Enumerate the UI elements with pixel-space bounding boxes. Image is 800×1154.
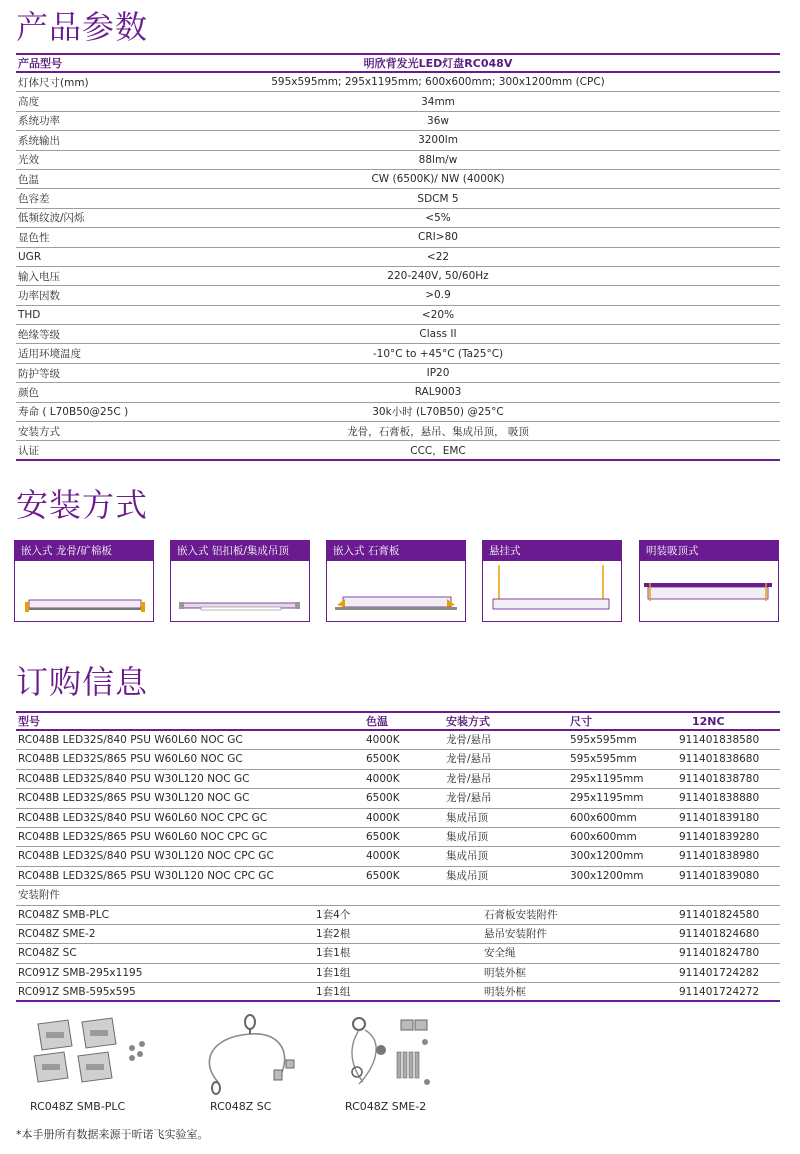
safety-cable-icon	[190, 1012, 330, 1102]
suspended-install-icon	[483, 563, 620, 619]
spec-value: RAL9003	[414, 386, 462, 399]
install-card-label: 嵌入式 铝扣板/集成吊顶	[171, 541, 309, 561]
order-cell-mount: 集成吊顶	[446, 850, 488, 863]
spec-row	[16, 131, 780, 150]
accessory-row	[16, 906, 780, 925]
order-row	[16, 731, 780, 750]
spec-label: 灯体尺寸(mm)	[18, 76, 89, 89]
spec-row	[16, 422, 780, 441]
accessory-cell-model: RC048Z SC	[18, 947, 77, 960]
spec-row	[16, 306, 780, 325]
spec-label: 寿命 ( L70B50@25C )	[18, 406, 129, 419]
order-table	[16, 711, 780, 1002]
accessory-cell-qty: 1套1组	[316, 986, 351, 999]
order-cell-model: RC048B LED32S/840 PSU W60L60 NOC CPC GC	[18, 811, 268, 824]
order-cell-model: RC048B LED32S/840 PSU W60L60 NOC GC	[18, 734, 243, 746]
order-cell-size: 300x1200mm	[570, 850, 644, 863]
accessory-image-sme2	[335, 1012, 475, 1122]
accessory-cell-desc: 明装外框	[484, 966, 526, 979]
spec-row	[16, 383, 780, 402]
order-row	[16, 847, 780, 866]
accessory-cell-model: RC091Z SMB-295x1195	[18, 966, 143, 979]
order-cell-model: RC048B LED32S/840 PSU W30L120 NOC CPC GC	[18, 850, 274, 863]
accessory-row	[16, 925, 780, 944]
grid-ceiling-install-icon	[15, 563, 152, 619]
spec-label: 低频纹波/闪烁	[18, 212, 85, 225]
install-card-gypsum-board	[326, 540, 466, 622]
spec-value: >0.9	[425, 289, 451, 302]
order-cell-cct: 6500K	[366, 753, 400, 766]
order-cell-model: RC048B LED32S/840 PSU W30L120 NOC GC	[18, 772, 250, 785]
header-mount: 安装方式	[446, 715, 490, 728]
order-cell-mount: 龙骨/悬吊	[446, 753, 492, 766]
spec-label: 适用环境温度	[18, 348, 81, 361]
order-cell-size: 295x1195mm	[570, 792, 644, 805]
order-cell-size: 595x595mm	[570, 753, 637, 766]
gypsum-board-install-icon	[327, 563, 464, 619]
order-cell-mount: 集成吊顶	[446, 811, 488, 824]
order-row	[16, 770, 780, 789]
install-card-grid-ceiling	[14, 540, 154, 622]
spec-value: 34mm	[421, 95, 455, 108]
spec-row	[16, 228, 780, 247]
accessory-cell-nc: 911401724272	[679, 986, 760, 999]
spec-row	[16, 267, 780, 286]
spec-row	[16, 325, 780, 344]
accessory-heading-row	[16, 886, 780, 905]
spec-header	[16, 53, 780, 73]
spec-label: UGR	[18, 250, 42, 263]
order-cell-cct: 4000K	[366, 772, 400, 785]
footnote: *本手册所有数据来源于昕诺飞实验室。	[16, 1128, 209, 1141]
spec-row	[16, 364, 780, 383]
spec-value: 36w	[427, 114, 449, 127]
order-cell-mount: 龙骨/悬吊	[446, 792, 492, 805]
order-cell-nc: 911401839080	[679, 869, 760, 882]
spec-row	[16, 112, 780, 131]
order-cell-size: 600x600mm	[570, 811, 637, 824]
spec-label: 色容差	[18, 193, 50, 206]
spec-label: 系统输出	[18, 134, 60, 147]
spec-row	[16, 92, 780, 111]
spec-value: 595x595mm; 295x1195mm; 600x600mm; 300x1200mm (CPC)	[271, 76, 605, 89]
order-cell-mount: 龙骨/悬吊	[446, 772, 492, 785]
header-size: 尺寸	[570, 715, 592, 728]
accessory-cell-model: RC048Z SMB-PLC	[18, 908, 109, 921]
spec-row	[16, 441, 780, 460]
spec-label: 安装方式	[18, 425, 60, 438]
order-cell-cct: 6500K	[366, 869, 400, 882]
order-cell-size: 595x595mm	[570, 734, 637, 746]
spec-table	[16, 53, 780, 461]
accessory-image-smb-plc	[20, 1012, 160, 1122]
spec-value: <5%	[425, 211, 451, 224]
install-card-label: 嵌入式 龙骨/矿棉板	[15, 541, 153, 561]
order-cell-model: RC048B LED32S/865 PSU W30L120 NOC GC	[18, 792, 250, 805]
accessory-image-label: RC048Z SMB-PLC	[30, 1100, 126, 1113]
accessory-cell-model: RC091Z SMB-595x595	[18, 986, 136, 999]
spec-row	[16, 403, 780, 422]
spec-row	[16, 170, 780, 189]
spec-row	[16, 248, 780, 267]
spec-label: 功率因数	[18, 289, 60, 302]
spec-label: 绝缘等级	[18, 328, 60, 341]
order-cell-model: RC048B LED32S/865 PSU W60L60 NOC CPC GC	[18, 830, 268, 843]
order-cell-cct: 4000K	[366, 734, 400, 746]
spec-label: 显色性	[18, 231, 50, 244]
spec-label: 输入电压	[18, 270, 60, 283]
order-cell-nc: 911401839180	[679, 811, 760, 824]
accessory-cell-desc: 石膏板安装附件	[484, 908, 558, 921]
order-cell-size: 295x1195mm	[570, 772, 644, 785]
order-row	[16, 828, 780, 847]
spec-label: 色温	[18, 173, 39, 186]
spec-value: SDCM 5	[417, 192, 459, 205]
spec-value: 龙骨，石膏板，悬吊、集成吊顶， 吸顶	[347, 425, 529, 438]
spec-value: Class II	[419, 328, 457, 341]
mounting-clips-icon	[20, 1012, 160, 1102]
spec-value: IP20	[426, 367, 450, 380]
spec-row	[16, 286, 780, 305]
spec-value: 30k小时 (L70B50) @25°C	[372, 406, 504, 419]
order-cell-cct: 6500K	[366, 830, 400, 843]
spec-label: 防护等级	[18, 367, 60, 380]
accessory-row	[16, 964, 780, 983]
spec-label: 认证	[18, 444, 39, 457]
order-row	[16, 789, 780, 808]
install-card-label: 明装吸顶式	[640, 541, 778, 561]
header-model: 型号	[18, 715, 40, 728]
order-header	[16, 711, 780, 731]
spec-header-label: 产品型号	[18, 57, 62, 70]
spec-value: CCC，EMC	[410, 444, 466, 457]
aluminum-ceiling-install-icon	[171, 563, 308, 619]
order-cell-model: RC048B LED32S/865 PSU W60L60 NOC GC	[18, 753, 243, 766]
order-row	[16, 867, 780, 886]
accessory-cell-nc: 911401824580	[679, 908, 760, 921]
spec-value: CW (6500K)/ NW (4000K)	[371, 173, 505, 186]
params-title: 产品参数	[16, 8, 149, 46]
spec-row	[16, 73, 780, 92]
install-card-suspended	[482, 540, 622, 622]
spec-value: CRI>80	[418, 231, 458, 244]
spec-label: 光效	[18, 154, 39, 167]
spec-header-value: 明欣背发光LED灯盘RC048V	[363, 57, 513, 70]
spec-row	[16, 209, 780, 228]
spec-value: 220-240V, 50/60Hz	[387, 270, 489, 283]
accessory-cell-qty: 1套1根	[316, 947, 351, 960]
order-cell-nc: 911401838780	[679, 772, 760, 785]
order-cell-cct: 4000K	[366, 811, 400, 824]
accessory-cell-qty: 1套2根	[316, 927, 351, 940]
order-cell-nc: 911401838980	[679, 850, 760, 863]
accessory-heading: 安装附件	[18, 889, 60, 902]
accessory-image-sc	[190, 1012, 330, 1122]
order-cell-nc: 911401838580	[679, 734, 760, 746]
install-card-label: 悬挂式	[483, 541, 621, 561]
accessory-cell-nc: 911401724282	[679, 966, 760, 979]
order-row	[16, 750, 780, 769]
spec-value: 3200lm	[418, 134, 458, 147]
install-card-surface	[639, 540, 779, 622]
accessory-cell-qty: 1套4个	[316, 908, 351, 921]
install-title: 安装方式	[16, 486, 149, 524]
accessory-cell-desc: 明装外框	[484, 986, 526, 999]
order-cell-mount: 集成吊顶	[446, 869, 488, 882]
accessory-cell-qty: 1套1组	[316, 966, 351, 979]
order-cell-nc: 911401838680	[679, 753, 760, 766]
accessory-cell-nc: 911401824680	[679, 927, 760, 940]
spec-label: THD	[18, 308, 41, 321]
install-methods	[14, 540, 784, 624]
spec-label: 系统功率	[18, 115, 60, 128]
accessory-row	[16, 983, 780, 1002]
accessory-image-label: RC048Z SME-2	[345, 1100, 427, 1113]
order-cell-cct: 4000K	[366, 850, 400, 863]
header-cct: 色温	[366, 715, 388, 728]
spec-value: <20%	[421, 308, 455, 321]
accessory-cell-desc: 悬吊安装附件	[484, 927, 547, 940]
spec-value: -10°C to +45°C (Ta25°C)	[372, 347, 504, 360]
spec-label: 高度	[18, 96, 39, 109]
accessory-row	[16, 944, 780, 963]
spec-row	[16, 189, 780, 208]
spec-value: 88lm/w	[418, 153, 458, 166]
spec-row	[16, 344, 780, 363]
accessory-image-label: RC048Z SC	[210, 1100, 272, 1113]
order-cell-mount: 龙骨/悬吊	[446, 734, 492, 746]
accessory-cell-model: RC048Z SME-2	[18, 927, 96, 940]
order-row	[16, 809, 780, 828]
order-cell-model: RC048B LED32S/865 PSU W30L120 NOC CPC GC	[18, 869, 274, 882]
order-cell-nc: 911401839280	[679, 830, 760, 843]
order-cell-mount: 集成吊顶	[446, 830, 488, 843]
surface-mount-install-icon	[640, 563, 777, 619]
order-cell-cct: 6500K	[366, 792, 400, 805]
accessory-cell-desc: 安全绳	[484, 947, 516, 960]
accessory-cell-nc: 911401824780	[679, 947, 760, 960]
spec-label: 颜色	[18, 386, 39, 399]
install-card-label: 嵌入式 石膏板	[327, 541, 465, 561]
order-cell-size: 600x600mm	[570, 830, 637, 843]
order-cell-nc: 911401838880	[679, 792, 760, 805]
header-12nc: 12NC	[692, 715, 725, 728]
order-cell-size: 300x1200mm	[570, 869, 644, 882]
suspension-kit-icon	[335, 1012, 475, 1102]
spec-row	[16, 151, 780, 170]
spec-value: <22	[426, 250, 450, 263]
order-title: 订购信息	[16, 663, 149, 701]
install-card-aluminum-ceiling	[170, 540, 310, 622]
